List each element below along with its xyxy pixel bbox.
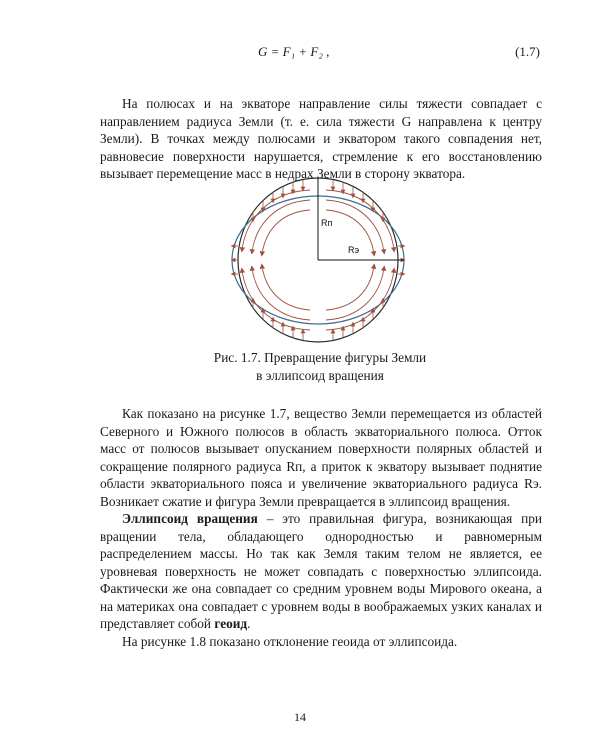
paragraph-2: Как показано на рисунке 1.7, вещество Земли перемещается из областей Северного и Южного полюсов в область экваториального полюса. Отток масс от полюсов вызывает опусканием поверхности полярных областей и сокращение полярного радиуса Rп, а приток к экватору вызывает поднятие области экваториального пояса и увеличение экваториального радиуса Rэ. Возникает сжатие и фигура Земли превращается в эллипсоид вращения.: [100, 406, 542, 509]
term-ellipsoid: Эллипсоид вращения: [122, 511, 258, 526]
paragraph-3-end: .: [247, 616, 251, 631]
earth-ellipsoid-diagram: [228, 168, 418, 353]
polar-radius-label: Rп: [321, 218, 333, 228]
text-block-bottom: [100, 405, 542, 650]
formula-expression: G = F₁ + F₂ ,: [258, 44, 330, 59]
caption-line-2: в эллипсоид вращения: [256, 367, 384, 383]
formula-number: (1.7): [515, 44, 540, 59]
term-geoid: геоид: [214, 616, 248, 631]
figure-caption: [150, 349, 490, 384]
equatorial-radius-label: Rэ: [348, 245, 360, 255]
paragraph-4: На рисунке 1.8 показано отклонение геоида от эллипсоида.: [122, 633, 458, 649]
paragraph-3-text: – это правильная фигура, возникающая при вращении тела, обладающего однородностью и равномерным распределением массы. Но так как Земля таким телом не является, ее уровневая поверхность не может совпадать с поверхностью эллипсоида. Фактически же она совпадает со средним уровнем воды Мирового океана, а на материках она совпадает с уровнем воды в воображаемых узких каналах и представляет собой: [100, 511, 542, 631]
page-number: 14: [294, 710, 306, 724]
figure-earth-ellipsoid: [228, 168, 418, 353]
caption-line-1: Рис. 1.7. Превращение фигуры Земли: [213, 350, 427, 365]
paragraph-1: На полюсах и на экваторе направление силы тяжести совпадает с направлением радиуса Земли (т. е. сила тяжести G направлена к центру Земли). В точках между полюсами и экватором такого совпадения нет, равновесие поверхности нарушается, стремление к его восстановлению вызывает перемещение масс в недрах Земли в сторону экватора.: [100, 96, 542, 181]
formula-line: [0, 44, 600, 64]
paragraph-3: [100, 510, 542, 633]
